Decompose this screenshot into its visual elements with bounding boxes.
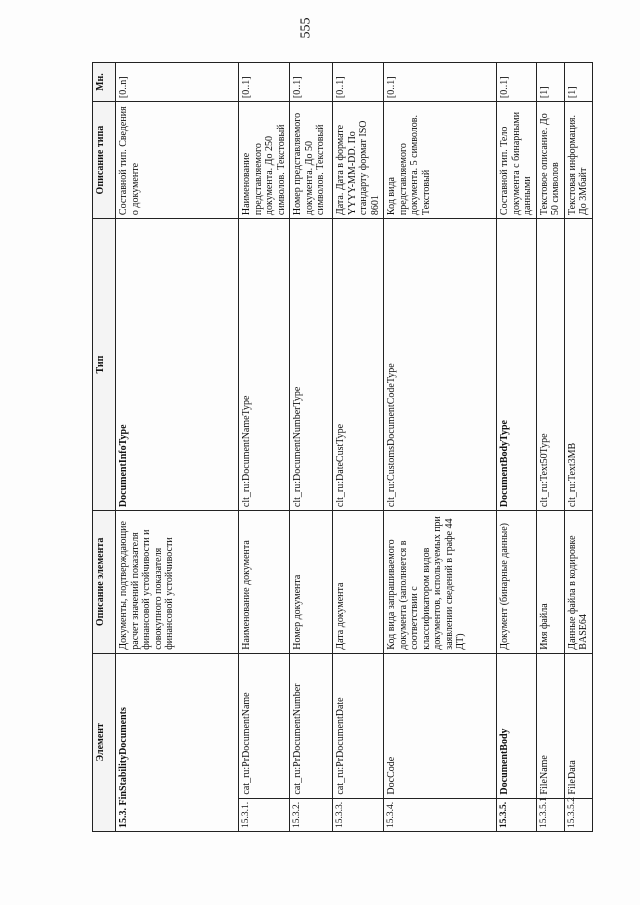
- multiplicity-cell: [0..n]: [116, 63, 239, 102]
- page-number: 555: [298, 17, 314, 39]
- type-cell: DocumentBodyType: [497, 219, 537, 511]
- multiplicity-cell: [1]: [536, 63, 564, 102]
- type-desc-cell: Текстовое описание. До 50 символов: [536, 102, 564, 219]
- type-desc-cell: Дата. Дата в формате YYYY-MM-DD. По стандарту формат ISO 8601: [333, 102, 384, 219]
- element-name: cat_ru:PrDocumentName: [239, 653, 290, 798]
- element-desc-cell: Данные файла в кодировке BASE64: [564, 511, 592, 654]
- element-cell: [116, 653, 239, 831]
- multiplicity-cell: [0..1]: [384, 63, 497, 102]
- row-number: 15.3.5.: [497, 798, 537, 831]
- type-desc-cell: Составной тип. Тело документа с бинарными данными: [497, 102, 537, 219]
- element-name: DocCode: [384, 653, 497, 798]
- table-header-row: [93, 63, 116, 832]
- element-desc-cell: Дата документа: [333, 511, 384, 654]
- type-desc-cell: Наименование представляемого документа. До 250 символов. Текстовый: [239, 102, 290, 219]
- row-number: 15.3.5.2: [564, 798, 592, 831]
- type-desc-cell: Составной тип. Сведения о документе: [116, 102, 239, 219]
- type-cell: DocumentInfoType: [116, 219, 239, 511]
- type-cell: clt_ru:DocumentNameType: [239, 219, 290, 511]
- rotated-table-container: [92, 62, 612, 832]
- row-number: 15.3.: [118, 808, 129, 828]
- type-desc-cell: Номер представляемого документа. До 50 символов. Текстовый: [290, 102, 333, 219]
- element-name: DocumentBody: [497, 653, 537, 798]
- row-number: 15.3.3.: [333, 798, 384, 831]
- type-desc-cell: Код вида представляемого документа. 5 символов. Текстовый: [384, 102, 497, 219]
- element-desc-cell: Имя файла: [536, 511, 564, 654]
- element-name: FileName: [536, 653, 564, 798]
- element-desc-cell: Документы, подтверждающие расчет значений показателя финансовой устойчивости и совокупного показателя финансовой устойчивости: [116, 511, 239, 654]
- row-number: 15.3.4.: [384, 798, 497, 831]
- table-row: [384, 63, 497, 832]
- table-row: [497, 63, 537, 832]
- element-name: cat_ru:PrDocumentNumber: [290, 653, 333, 798]
- table-row: [116, 63, 239, 832]
- multiplicity-cell: [1]: [564, 63, 592, 102]
- element-name: FinStabilityDocuments: [118, 707, 129, 806]
- type-cell: clt_ru:Text3MB: [564, 219, 592, 511]
- type-cell: clt_ru:DateCustType: [333, 219, 384, 511]
- row-number: 15.3.5.1: [536, 798, 564, 831]
- table-row: [290, 63, 333, 832]
- element-name: cat_ru:PrDocumentDate: [333, 653, 384, 798]
- header-type-desc: Описание типа: [93, 102, 116, 219]
- document-sheet: [92, 62, 612, 832]
- header-element-desc: Описание элемента: [93, 511, 116, 654]
- element-desc-cell: Наименование документа: [239, 511, 290, 654]
- header-element: Элемент: [93, 653, 116, 831]
- element-desc-cell: Документ (бинарные данные): [497, 511, 537, 654]
- row-number: 15.3.2.: [290, 798, 333, 831]
- element-desc-cell: Номер документа: [290, 511, 333, 654]
- table-row: [333, 63, 384, 832]
- element-desc-cell: Код вида запрашиваемого документа (заполняется в соответствии с классификатором видов документов, используемых при заявлении сведений в графе 44 ДТ): [384, 511, 497, 654]
- header-multiplicity: Мн.: [93, 63, 116, 102]
- header-type: Тип: [93, 219, 116, 511]
- table-row: [239, 63, 290, 832]
- type-cell: clt_ru:Text50Type: [536, 219, 564, 511]
- multiplicity-cell: [0..1]: [497, 63, 537, 102]
- row-number: 15.3.1.: [239, 798, 290, 831]
- type-cell: clt_ru:DocumentNumberType: [290, 219, 333, 511]
- table-row: [536, 63, 564, 832]
- type-desc-cell: Текстовая информация. До 3Мбайт: [564, 102, 592, 219]
- schema-table: [92, 62, 593, 832]
- table-row: [564, 63, 592, 832]
- element-name: FileData: [564, 653, 592, 798]
- multiplicity-cell: [0..1]: [333, 63, 384, 102]
- multiplicity-cell: [0..1]: [239, 63, 290, 102]
- type-cell: clt_ru:CustomsDocumentCodeType: [384, 219, 497, 511]
- multiplicity-cell: [0..1]: [290, 63, 333, 102]
